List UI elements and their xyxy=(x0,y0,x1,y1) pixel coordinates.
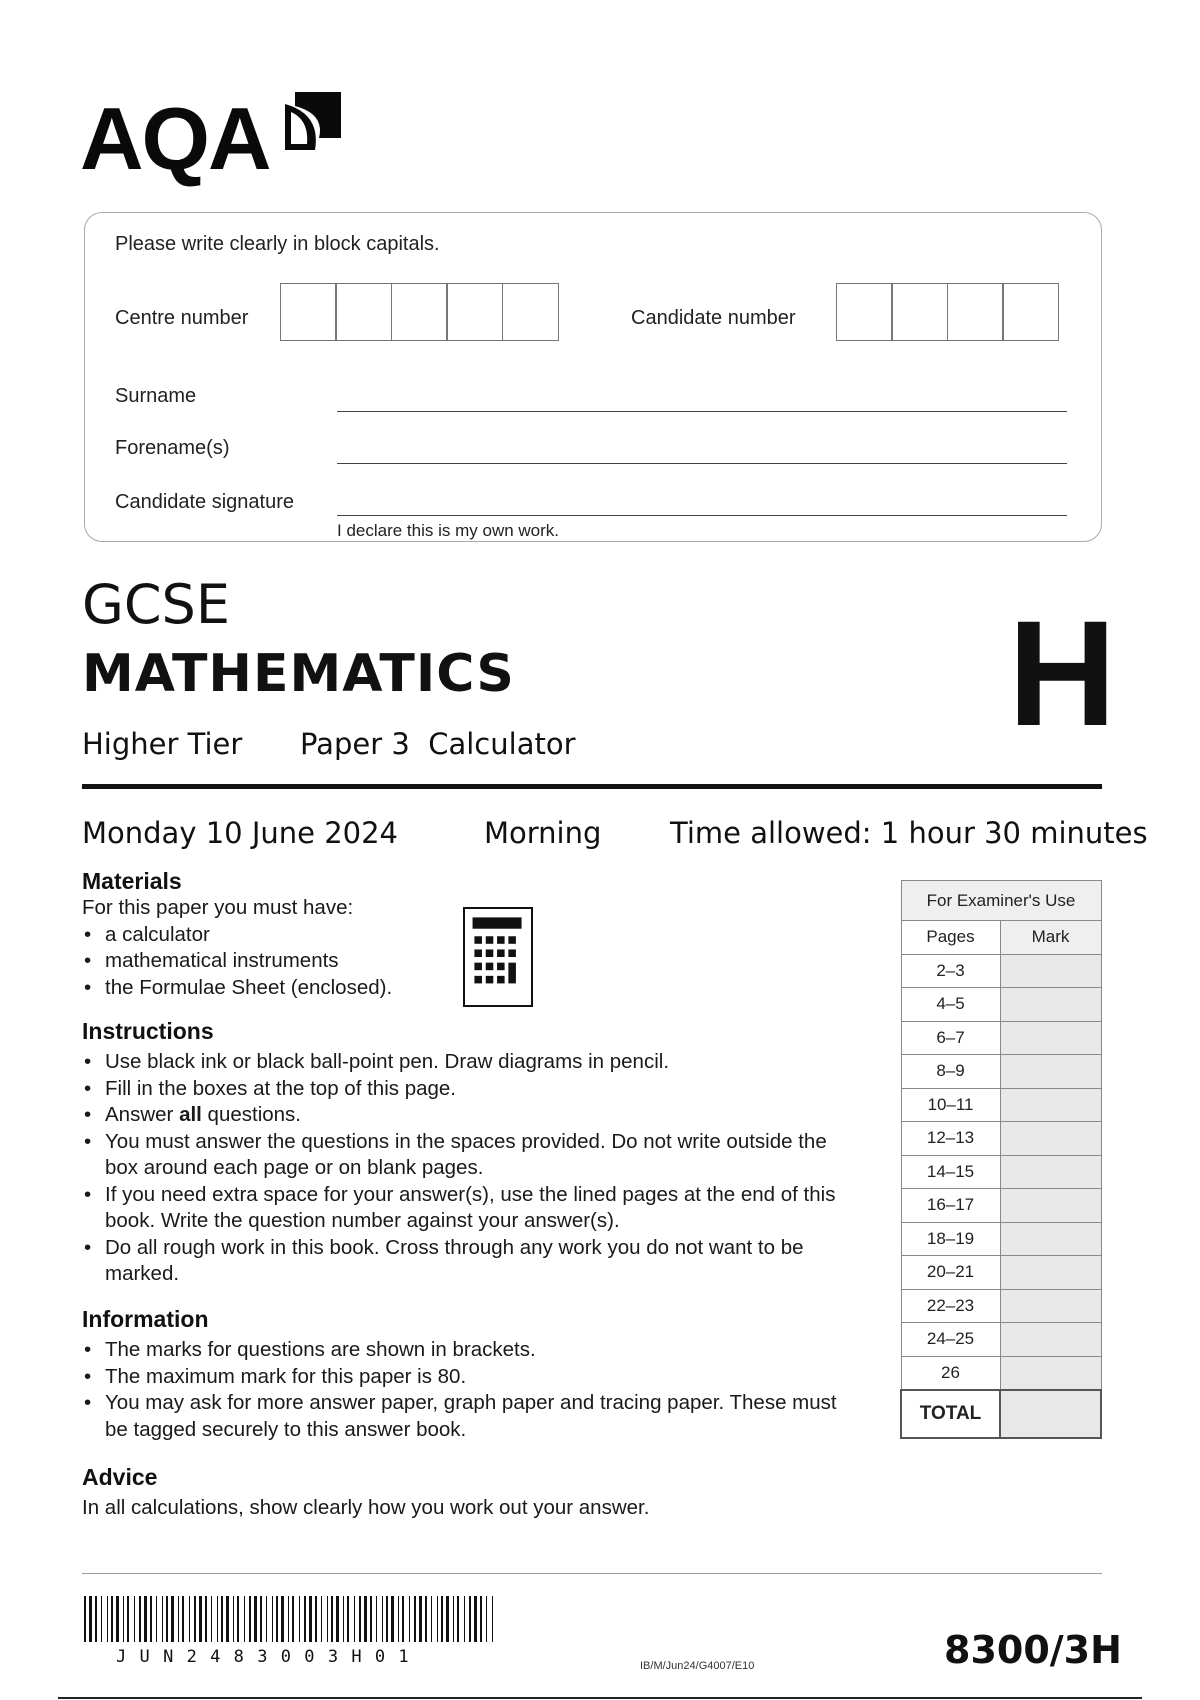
advice-section xyxy=(82,1464,862,1522)
centre-number-digit-box[interactable] xyxy=(446,283,503,341)
barcode-bar xyxy=(336,1596,339,1642)
barcode-bar xyxy=(292,1596,294,1642)
barcode-bar xyxy=(391,1596,394,1642)
examiner-table-title: For Examiner's Use xyxy=(901,881,1101,921)
pages-cell: 14–15 xyxy=(901,1155,1000,1189)
materials-intro: For this paper you must have: xyxy=(82,896,354,919)
candidate-number-boxes[interactable] xyxy=(837,283,1059,341)
barcode-bar xyxy=(127,1596,129,1642)
pages-cell: 16–17 xyxy=(901,1189,1000,1223)
barcode-bar xyxy=(95,1596,97,1642)
barcode-bar xyxy=(123,1596,124,1642)
instructions-section xyxy=(82,1018,862,1288)
barcode-bar xyxy=(217,1596,218,1642)
candidate-number-digit-box[interactable] xyxy=(947,283,1004,341)
tier-label: Higher Tier xyxy=(82,727,243,761)
barcode-bar xyxy=(288,1596,289,1642)
materials-list xyxy=(82,922,502,1002)
calculator-icon xyxy=(463,907,533,1007)
list-item: • Do all rough work in this book. Cross through any work you do not want to be marked. xyxy=(82,1235,862,1288)
barcode-bar xyxy=(254,1596,257,1642)
barcode-bar xyxy=(321,1596,322,1642)
barcode-bar xyxy=(359,1596,361,1642)
total-mark-cell xyxy=(1000,1390,1101,1438)
barcode-bar xyxy=(178,1596,179,1642)
list-item: • the Formulae Sheet (enclosed). xyxy=(82,975,502,1002)
time-allowed: Time allowed: 1 hour 30 minutes xyxy=(670,816,1148,850)
barcode-bar xyxy=(89,1596,92,1642)
signature-label: Candidate signature xyxy=(115,491,295,513)
barcode-bar xyxy=(304,1596,306,1642)
mark-cell xyxy=(1000,1189,1101,1223)
mark-cell xyxy=(1000,1122,1101,1156)
subject-title: MATHEMATICS xyxy=(82,644,515,704)
examiner-use-table xyxy=(900,880,1102,1439)
list-item: • a calculator xyxy=(82,922,502,949)
barcode-bar xyxy=(249,1596,251,1642)
mark-cell xyxy=(1000,1155,1101,1189)
table-row xyxy=(901,1189,1101,1223)
barcode-bar xyxy=(309,1596,312,1642)
pages-cell: 2–3 xyxy=(901,954,1000,988)
barcode-bar xyxy=(171,1596,174,1642)
bottom-divider xyxy=(58,1697,1142,1699)
barcode-bar xyxy=(205,1596,207,1642)
list-item: • If you need extra space for your answer(s), use the lined pages at the end of this book. Write the question number against your answer(s). xyxy=(82,1182,862,1235)
mark-column-header: Mark xyxy=(1000,921,1101,955)
mark-cell xyxy=(1000,1289,1101,1323)
barcode-bar xyxy=(189,1596,190,1642)
barcode-bar xyxy=(441,1596,443,1642)
barcode-bar xyxy=(347,1596,349,1642)
materials-section xyxy=(82,868,502,1001)
pages-cell: 18–19 xyxy=(901,1222,1000,1256)
forenames-field[interactable] xyxy=(337,463,1067,464)
mark-cell xyxy=(1000,1021,1101,1055)
aqa-logo-mark-icon xyxy=(285,92,341,150)
candidate-number-label: Candidate number xyxy=(631,307,796,329)
barcode-bar xyxy=(492,1596,493,1642)
pages-cell: 10–11 xyxy=(901,1088,1000,1122)
mark-cell xyxy=(1000,1256,1101,1290)
tier-letter: H xyxy=(1008,589,1117,757)
barcode-bar xyxy=(376,1596,377,1642)
barcode-bar xyxy=(244,1596,245,1642)
list-item xyxy=(82,1102,862,1129)
barcode-bar xyxy=(486,1596,487,1642)
answer-suffix: questions. xyxy=(201,1103,302,1126)
table-row xyxy=(901,1122,1101,1156)
paper-code: 8300/3H xyxy=(944,1628,1122,1672)
barcode-bar xyxy=(364,1596,367,1642)
instructions-heading: Instructions xyxy=(82,1018,214,1044)
forenames-label: Forename(s) xyxy=(115,437,230,459)
total-row xyxy=(901,1390,1101,1438)
pages-cell: 22–23 xyxy=(901,1289,1000,1323)
table-row xyxy=(901,1155,1101,1189)
barcode-bar xyxy=(327,1596,328,1642)
information-section xyxy=(82,1306,862,1443)
table-row xyxy=(901,988,1101,1022)
advice-text: In all calculations, show clearly how you work out your answer. xyxy=(82,1496,650,1519)
information-heading: Information xyxy=(82,1306,209,1332)
barcode-bar xyxy=(446,1596,449,1642)
barcode-bar xyxy=(281,1596,284,1642)
candidate-number-digit-box[interactable] xyxy=(836,283,893,341)
barcode-bar xyxy=(409,1596,410,1642)
instructions-list xyxy=(82,1049,862,1288)
pages-cell: 8–9 xyxy=(901,1055,1000,1089)
barcode-bar xyxy=(480,1596,482,1642)
barcode-bar xyxy=(425,1596,427,1642)
advice-heading: Advice xyxy=(82,1464,158,1490)
barcode-bar xyxy=(211,1596,212,1642)
surname-label: Surname xyxy=(115,385,197,407)
barcode-bar xyxy=(150,1596,152,1642)
centre-number-digit-box[interactable] xyxy=(335,283,392,341)
table-row xyxy=(901,1323,1101,1357)
centre-number-digit-box[interactable] xyxy=(391,283,448,341)
barcode-bar xyxy=(226,1596,229,1642)
pages-cell: 24–25 xyxy=(901,1323,1000,1357)
barcode-bar xyxy=(266,1596,267,1642)
mark-cell xyxy=(1000,988,1101,1022)
footer-divider xyxy=(82,1573,1102,1574)
barcode-bar xyxy=(370,1596,372,1642)
barcode-bar xyxy=(331,1596,333,1642)
centre-number-boxes[interactable] xyxy=(281,283,559,341)
pages-column-header: Pages xyxy=(901,921,1000,955)
table-row xyxy=(901,1088,1101,1122)
total-label: TOTAL xyxy=(901,1390,1000,1438)
barcode-bar xyxy=(414,1596,416,1642)
table-row xyxy=(901,1289,1101,1323)
table-row xyxy=(901,1356,1101,1390)
document-reference: IB/M/Jun24/G4007/E10 xyxy=(640,1660,755,1672)
barcode-bar xyxy=(419,1596,422,1642)
pages-cell: 20–21 xyxy=(901,1256,1000,1290)
aqa-logo: AQA xyxy=(80,89,270,188)
barcode-bar xyxy=(162,1596,163,1642)
barcode-bar xyxy=(84,1596,86,1642)
materials-heading: Materials xyxy=(82,868,182,894)
table-row xyxy=(901,1021,1101,1055)
mark-cell xyxy=(1000,1323,1101,1357)
list-item: • Fill in the boxes at the top of this page. xyxy=(82,1076,862,1103)
candidate-number-digit-box[interactable] xyxy=(891,283,948,341)
barcode-bar xyxy=(276,1596,278,1642)
barcode-bar xyxy=(139,1596,141,1642)
barcode-bar xyxy=(386,1596,388,1642)
pages-cell: 26 xyxy=(901,1356,1000,1390)
table-row xyxy=(901,1055,1101,1089)
table-row xyxy=(901,954,1101,988)
barcode-bar xyxy=(166,1596,168,1642)
barcode-bar xyxy=(402,1596,404,1642)
barcode-bar xyxy=(469,1596,471,1642)
title-divider xyxy=(82,784,1102,789)
qualification-title: GCSE xyxy=(82,573,230,636)
barcode-text: JUN2483003H01 xyxy=(116,1647,422,1667)
mark-cell xyxy=(1000,1356,1101,1390)
barcode-bar xyxy=(299,1596,300,1642)
barcode-bar xyxy=(343,1596,344,1642)
list-item: • You must answer the questions in the spaces provided. Do not write outside the box around each page or on blank pages. xyxy=(82,1129,862,1182)
barcode-bar xyxy=(182,1596,184,1642)
list-item: • mathematical instruments xyxy=(82,948,502,975)
barcode-icon xyxy=(84,1596,500,1654)
declaration-text: I declare this is my own work. xyxy=(337,521,560,540)
barcode-bar xyxy=(111,1596,113,1642)
pages-cell: 6–7 xyxy=(901,1021,1000,1055)
barcode-bar xyxy=(437,1596,438,1642)
barcode-bar xyxy=(199,1596,202,1642)
mark-cell xyxy=(1000,1088,1101,1122)
barcode-bar xyxy=(101,1596,102,1642)
list-item: • Use black ink or black ball-point pen. Draw diagrams in pencil. xyxy=(82,1049,862,1076)
barcode-bar xyxy=(398,1596,399,1642)
mark-cell xyxy=(1000,954,1101,988)
barcode-bar xyxy=(315,1596,317,1642)
block-capitals-instruction: Please write clearly in block capitals. xyxy=(115,233,440,255)
barcode-bar xyxy=(431,1596,432,1642)
information-list xyxy=(82,1337,862,1443)
centre-number-label: Centre number xyxy=(115,307,249,329)
mark-cell xyxy=(1000,1222,1101,1256)
signature-field[interactable] xyxy=(337,515,1067,516)
candidate-details-box xyxy=(84,212,1102,542)
mark-cell xyxy=(1000,1055,1101,1089)
answer-prefix: Answer xyxy=(105,1103,180,1126)
list-item: • The maximum mark for this paper is 80. xyxy=(82,1364,862,1391)
barcode-bar xyxy=(457,1596,459,1642)
barcode-bar xyxy=(272,1596,273,1642)
centre-number-digit-box[interactable] xyxy=(502,283,559,341)
barcode-bar xyxy=(134,1596,135,1642)
barcode-bar xyxy=(464,1596,465,1642)
barcode-bar xyxy=(382,1596,383,1642)
barcode-bar xyxy=(453,1596,454,1642)
barcode-bar xyxy=(156,1596,157,1642)
barcode-bar xyxy=(116,1596,119,1642)
barcode-bar xyxy=(144,1596,147,1642)
pages-cell: 12–13 xyxy=(901,1122,1000,1156)
surname-field[interactable] xyxy=(337,411,1067,412)
list-item: • The marks for questions are shown in brackets. xyxy=(82,1337,862,1364)
exam-date: Monday 10 June 2024 xyxy=(82,816,398,850)
barcode-bar xyxy=(194,1596,196,1642)
table-row xyxy=(901,1256,1101,1290)
candidate-number-digit-box[interactable] xyxy=(1002,283,1059,341)
barcode-bar xyxy=(474,1596,477,1642)
barcode-bar xyxy=(260,1596,262,1642)
centre-number-digit-box[interactable] xyxy=(280,283,337,341)
list-item: • You may ask for more answer paper, graph paper and tracing paper. These must be tagged securely to this answer book. xyxy=(82,1390,862,1443)
answer-emphasis: all xyxy=(179,1103,202,1126)
barcode-bar xyxy=(233,1596,234,1642)
paper-label: Paper 3 Calculator xyxy=(300,727,576,761)
barcode-bar xyxy=(237,1596,239,1642)
barcode-bar xyxy=(221,1596,223,1642)
barcode-bar xyxy=(354,1596,355,1642)
exam-session: Morning xyxy=(484,816,602,850)
barcode-bar xyxy=(107,1596,108,1642)
pages-cell: 4–5 xyxy=(901,988,1000,1022)
table-row xyxy=(901,1222,1101,1256)
